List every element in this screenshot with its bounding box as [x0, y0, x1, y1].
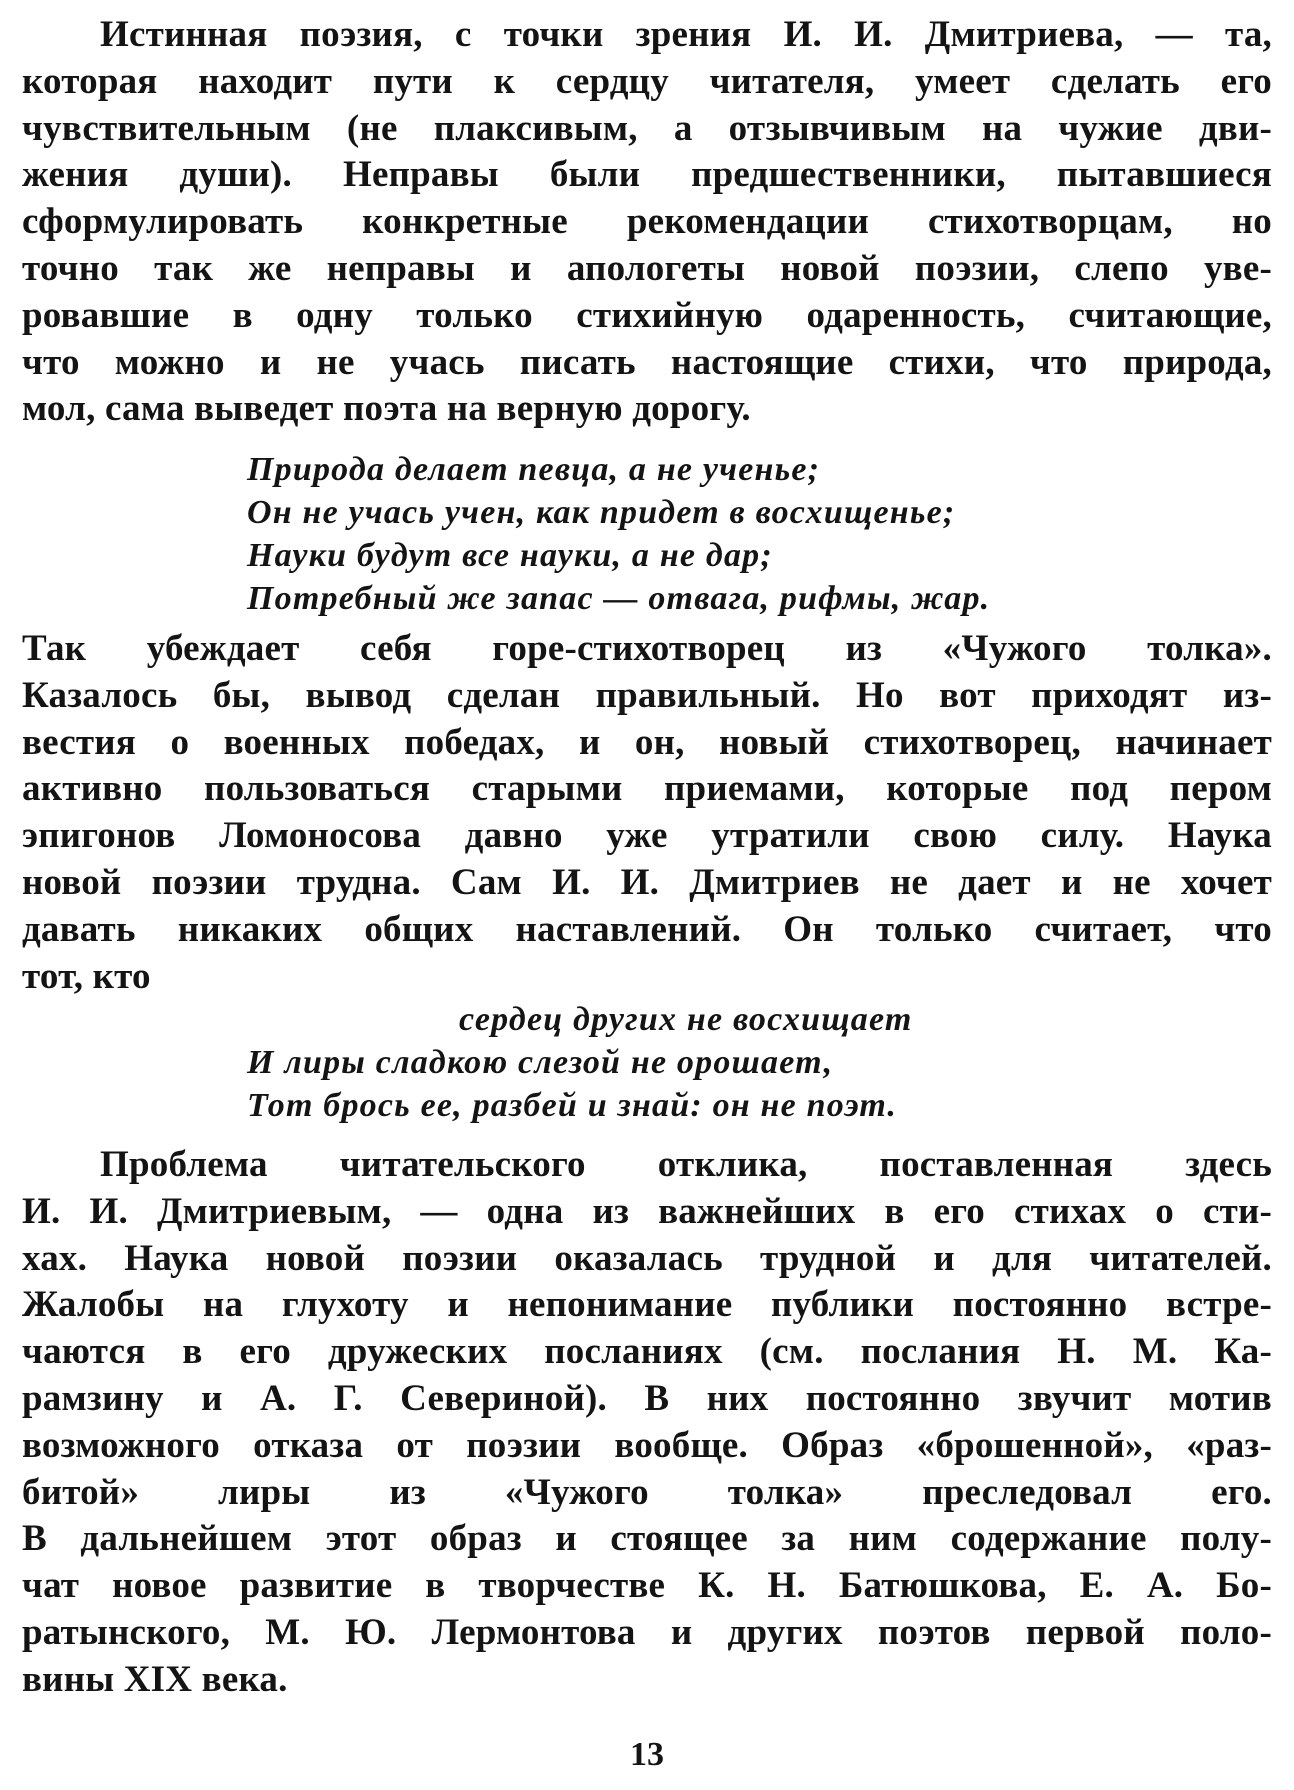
- verse-line: Природа делает певца, а не ученье;: [247, 451, 821, 488]
- text-line: активно пользоваться старыми приемами, которые под пером: [22, 768, 1272, 810]
- text-line: ратынского, М. Ю. Лермонтова и других поэтов первой поло-: [22, 1611, 1272, 1653]
- text-line: вины XIX века.: [22, 1658, 288, 1700]
- verse-line: Он не учась учен, как придет в восхищенье;: [247, 494, 956, 531]
- text-line: тот, кто: [22, 955, 151, 997]
- paragraph-reader-response: [22, 1142, 1272, 1704]
- text-line: эпигонов Ломоносова давно уже утратили свою силу. Наука: [22, 815, 1272, 857]
- text-line: В дальнейшем этот образ и стоящее за ним содержание полу-: [22, 1518, 1272, 1560]
- text-line: хах. Наука новой поэзии оказалась трудной и для читателей.: [22, 1237, 1272, 1279]
- paragraph-poet-persuades: [22, 626, 1272, 1000]
- text-line: Жалобы на глухоту и непонимание публики постоянно встре-: [22, 1284, 1272, 1326]
- paragraph-text: [22, 626, 1272, 1000]
- verse-quote-nature: [247, 448, 990, 620]
- text-line: чаются в его дружеских посланиях (см. послания Н. М. Ка-: [22, 1331, 1272, 1373]
- text-line: возможного отказа от поэзии вообще. Образ «брошенной», «раз-: [22, 1424, 1272, 1466]
- text-line: чат новое развитие в творчестве К. Н. Батюшкова, Е. А. Бо-: [22, 1565, 1272, 1607]
- text-line: мол, сама выведет поэта на верную дорогу.: [22, 388, 751, 430]
- text-line: Истинная поэзия, с точки зрения И. И. Дмитриева, — та,: [100, 14, 1272, 55]
- text-line: точно так же неправы и апологеты новой поэзии, слепо уве-: [22, 247, 1272, 289]
- text-line: вестия о военных победах, и он, новый стихотворец, начинает: [22, 721, 1272, 763]
- text-line: Так убеждает себя горе-стихотворец из «Чужого толка».: [22, 628, 1272, 669]
- paragraph-text: [22, 12, 1272, 433]
- text-line: битой» лиры из «Чужого толка» преследовал его.: [22, 1471, 1272, 1513]
- text-line: рамзину и А. Г. Севериной). В них постоянно звучит мотив: [22, 1377, 1272, 1419]
- text-line: новой поэзии трудна. Сам И. И. Дмитриев не дает и не хочет: [22, 861, 1272, 903]
- verse-line: сердец других не восхищает: [459, 1001, 913, 1038]
- text-line: давать никаких общих наставлений. Он только считает, что: [22, 908, 1272, 950]
- paragraph-true-poetry: [22, 12, 1272, 433]
- text-line: И. И. Дмитриевым, — одна из важнейших в его стихах о сти-: [22, 1190, 1272, 1232]
- text-line: которая находит пути к сердцу читателя, умеет сделать его: [22, 60, 1272, 102]
- text-line: Казалось бы, вывод сделан правильный. Но вот приходят из-: [22, 674, 1272, 716]
- text-line: жения души). Неправы были предшественники, пытавшиеся: [22, 154, 1272, 196]
- text-line: чувствительным (не плаксивым, а отзывчивым на чужие дви-: [22, 107, 1272, 149]
- text-line: Проблема читательского отклика, поставленная здесь: [100, 1144, 1272, 1185]
- text-line: что можно и не учась писать настоящие стихи, что природа,: [22, 341, 1272, 383]
- paragraph-text: [22, 1142, 1272, 1704]
- verse-line: Тот брось ее, разбей и знай: он не поэт.: [247, 1087, 898, 1124]
- text-line: ровавшие в одну только стихийную одаренность, считающие,: [22, 294, 1272, 336]
- verse-line: Потребный же запас — отвага, рифмы, жар.: [247, 580, 991, 617]
- text-line: сформулировать конкретные рекомендации стихотворцам, но: [22, 201, 1272, 243]
- verse-line: И лиры сладкою слезой не орошает,: [247, 1044, 834, 1081]
- verse-line: Науки будут все науки, а не дар;: [247, 537, 773, 574]
- page-number: 13: [630, 1736, 664, 1773]
- verse-quote-lyre: [247, 998, 913, 1127]
